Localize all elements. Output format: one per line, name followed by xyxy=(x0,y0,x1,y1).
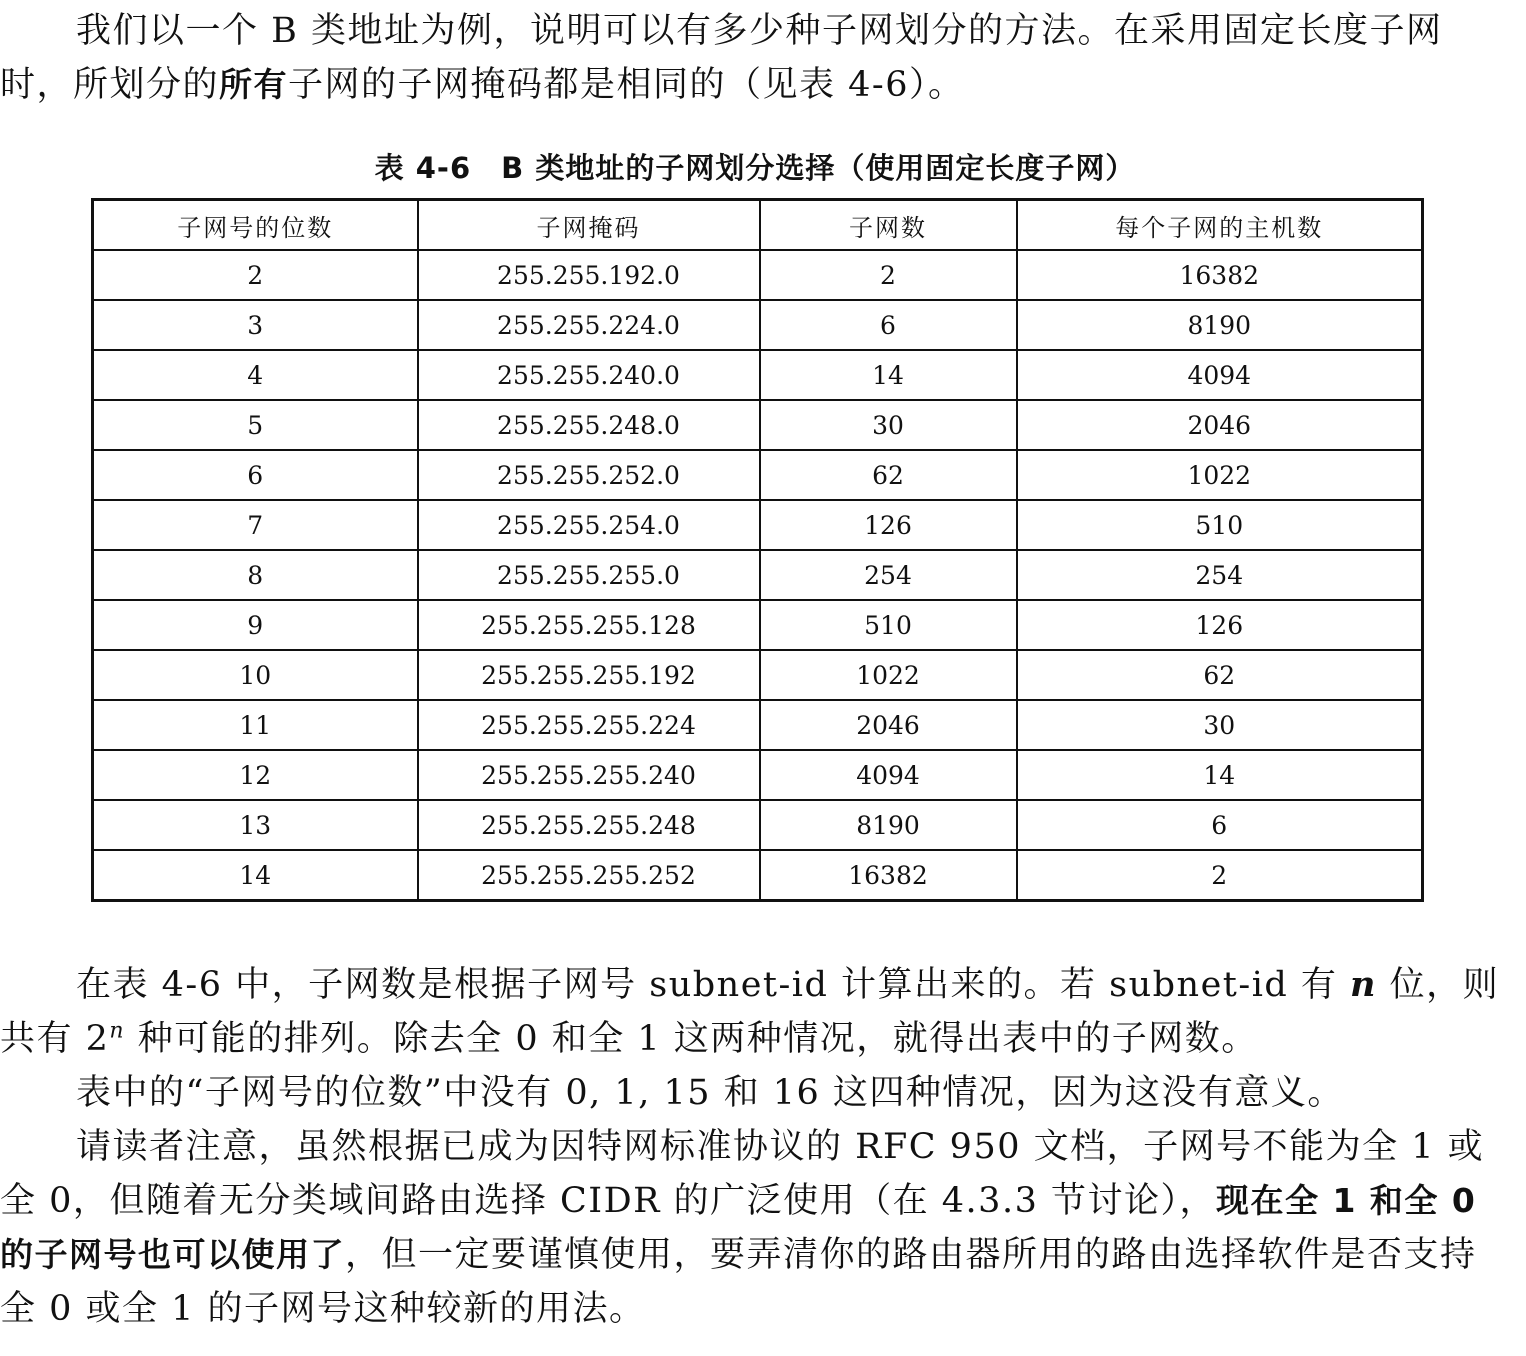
cell-subnet-bits: 7 xyxy=(93,500,418,550)
cell-hosts-per-subnet: 1022 xyxy=(1017,450,1423,500)
cell-subnet-bits: 14 xyxy=(93,850,418,901)
table-row xyxy=(93,600,1423,650)
cell-subnet-count: 62 xyxy=(760,450,1017,500)
cell-subnet-bits: 11 xyxy=(93,700,418,750)
cell-subnet-bits: 10 xyxy=(93,650,418,700)
intro-paragraph xyxy=(0,4,1510,112)
cell-subnet-bits: 13 xyxy=(93,800,418,850)
table-row xyxy=(93,500,1423,550)
cell-hosts-per-subnet: 30 xyxy=(1017,700,1423,750)
cell-subnet-count: 254 xyxy=(760,550,1017,600)
para2-text-3: 种可能的排列。除去全 0 和全 1 这两种情况，就得出表中的子网数。 xyxy=(125,1019,1258,1059)
intro-text-1: 我们以一个 B 类地址为例，说明可以有多少种子网划分的方法。在采用固定长度子网时，所划分的 xyxy=(0,11,1443,105)
para4-text-2: ，但一定要谨慎使用，要弄清你的路由器所用的路由选择软件是否支持全 0 或全 1 的子网号这种较新的用法。 xyxy=(0,1235,1477,1329)
cell-subnet-mask: 255.255.255.128 xyxy=(418,600,760,650)
cell-subnet-mask: 255.255.255.252 xyxy=(418,850,760,901)
cell-subnet-count: 8190 xyxy=(760,800,1017,850)
header-hosts-per-subnet: 每个子网的主机数 xyxy=(1017,200,1423,251)
cell-subnet-mask: 255.255.255.224 xyxy=(418,700,760,750)
cell-subnet-count: 4094 xyxy=(760,750,1017,800)
cell-hosts-per-subnet: 254 xyxy=(1017,550,1423,600)
cell-subnet-mask: 255.255.192.0 xyxy=(418,250,760,300)
table-header-row xyxy=(93,200,1423,251)
cell-subnet-mask: 255.255.240.0 xyxy=(418,350,760,400)
cell-subnet-count: 30 xyxy=(760,400,1017,450)
para4-text-1: 请读者注意，虽然根据已成为因特网标准协议的 RFC 950 文档，子网号不能为全 1 或全 0，但随着无分类域间路由选择 CIDR 的广泛使用（在 4.3.3 节讨论）， xyxy=(0,1127,1485,1221)
cell-hosts-per-subnet: 126 xyxy=(1017,600,1423,650)
cell-subnet-count: 6 xyxy=(760,300,1017,350)
cell-subnet-count: 126 xyxy=(760,500,1017,550)
cell-subnet-count: 2 xyxy=(760,250,1017,300)
cell-subnet-bits: 4 xyxy=(93,350,418,400)
table-row xyxy=(93,550,1423,600)
table-row xyxy=(93,400,1423,450)
table-row xyxy=(93,850,1423,901)
header-subnet-mask: 子网掩码 xyxy=(418,200,760,251)
subnet-table xyxy=(91,198,1424,902)
cell-subnet-count: 2046 xyxy=(760,700,1017,750)
table-row xyxy=(93,250,1423,300)
cell-hosts-per-subnet: 8190 xyxy=(1017,300,1423,350)
cell-subnet-count: 510 xyxy=(760,600,1017,650)
para2-superscript-n: n xyxy=(109,1018,126,1044)
cell-hosts-per-subnet: 62 xyxy=(1017,650,1423,700)
cell-hosts-per-subnet: 14 xyxy=(1017,750,1423,800)
para2-n-italic: n xyxy=(1350,964,1377,1005)
para2-text-1: 在表 4-6 中，子网数是根据子网号 subnet-id 计算出来的。若 subnet-id 有 xyxy=(76,965,1351,1005)
cell-subnet-count: 16382 xyxy=(760,850,1017,901)
table-caption: 表 4-6 B 类地址的子网划分选择（使用固定长度子网） xyxy=(374,151,1136,185)
header-subnet-count: 子网数 xyxy=(760,200,1017,251)
intro-text-2: 子网的子网掩码都是相同的（见表 4-6）。 xyxy=(288,65,965,105)
cell-subnet-mask: 255.255.255.192 xyxy=(418,650,760,700)
cell-subnet-bits: 3 xyxy=(93,300,418,350)
cell-subnet-mask: 255.255.248.0 xyxy=(418,400,760,450)
cell-hosts-per-subnet: 6 xyxy=(1017,800,1423,850)
table-row xyxy=(93,800,1423,850)
paragraph-3 xyxy=(0,1066,1510,1120)
cell-subnet-bits: 2 xyxy=(93,250,418,300)
header-subnet-bits: 子网号的位数 xyxy=(93,200,418,251)
para3-text: 表中的“子网号的位数”中没有 0, 1, 15 和 16 这四种情况，因为这没有意义。 xyxy=(76,1073,1344,1113)
intro-bold-text: 所有 xyxy=(219,65,289,104)
paragraph-2 xyxy=(0,958,1510,1066)
cell-hosts-per-subnet: 2 xyxy=(1017,850,1423,901)
cell-subnet-mask: 255.255.224.0 xyxy=(418,300,760,350)
cell-subnet-mask: 255.255.252.0 xyxy=(418,450,760,500)
cell-subnet-count: 14 xyxy=(760,350,1017,400)
cell-subnet-mask: 255.255.255.0 xyxy=(418,550,760,600)
table-row xyxy=(93,450,1423,500)
table-row xyxy=(93,350,1423,400)
para4-bold-text: 现在全 1 和全 0 的子网号也可以使用了 xyxy=(0,1181,1477,1274)
cell-hosts-per-subnet: 4094 xyxy=(1017,350,1423,400)
cell-subnet-bits: 5 xyxy=(93,400,418,450)
cell-subnet-mask: 255.255.255.248 xyxy=(418,800,760,850)
cell-subnet-bits: 12 xyxy=(93,750,418,800)
cell-subnet-bits: 9 xyxy=(93,600,418,650)
cell-subnet-count: 1022 xyxy=(760,650,1017,700)
cell-hosts-per-subnet: 2046 xyxy=(1017,400,1423,450)
table-row xyxy=(93,750,1423,800)
cell-hosts-per-subnet: 16382 xyxy=(1017,250,1423,300)
table-row xyxy=(93,300,1423,350)
paragraph-4 xyxy=(0,1120,1510,1336)
cell-subnet-bits: 8 xyxy=(93,550,418,600)
cell-hosts-per-subnet: 510 xyxy=(1017,500,1423,550)
cell-subnet-mask: 255.255.255.240 xyxy=(418,750,760,800)
table-row xyxy=(93,700,1423,750)
table-row xyxy=(93,650,1423,700)
para2-text-2: 位，则共有 2 xyxy=(0,965,1500,1059)
cell-subnet-bits: 6 xyxy=(93,450,418,500)
cell-subnet-mask: 255.255.254.0 xyxy=(418,500,760,550)
